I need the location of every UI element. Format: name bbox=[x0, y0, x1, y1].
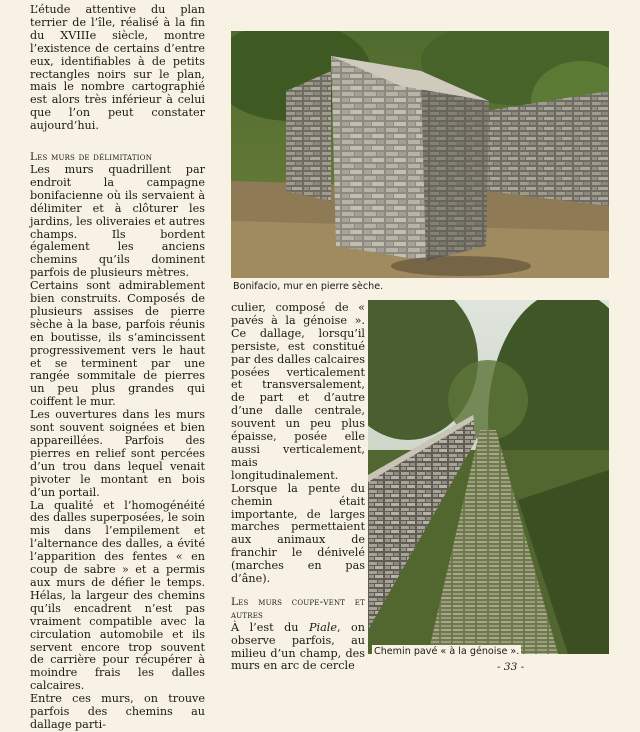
place-name-piale: Piale bbox=[309, 620, 337, 634]
paragraph-3: Les ouvertures dans les murs sont souvent soignées et bien appareillées. Parfois des pierres en relief sont percées d’un trou dans lequel venait pivoter le montant en bois d’un portail. bbox=[30, 408, 205, 499]
paragraph-4: La qualité et l’homogénéité des dalles superposées, le soin mis dans l’empilement et l’alternance des dalles, a évité l’apparition des fentes « en coup de sabre » et a permis aux murs de défier le temps. Hélas, la largeur des chemins qu’ils encadrent n’est pas vraiment compatible avec la circulation automobile et ils servent encore trop souvent de carrière pour récupérer à moindre frais les dalles calcaires. bbox=[30, 498, 205, 693]
left-column bbox=[30, 4, 205, 732]
page-number: - 33 - bbox=[497, 661, 525, 673]
middle-column bbox=[231, 302, 365, 673]
paragraph-6-prefix: À l’est du bbox=[231, 620, 309, 634]
caption-photo-1: Bonifacio, mur en pierre sèche. bbox=[233, 281, 384, 292]
photo-dry-stone-wall bbox=[231, 31, 609, 278]
paragraph-6 bbox=[231, 622, 365, 674]
photo-paved-path bbox=[368, 300, 609, 654]
section-heading-windbreak: Les murs coupe-vent et autres bbox=[231, 595, 365, 621]
paragraph-6-suffix: , on observe parfois, au milieu d’un champ, des murs en arc de cercle bbox=[231, 620, 365, 673]
paragraph-2: Certains sont admirablement bien construits. Composés de plusieurs assises de pierre sèche à la base, parfois réunis en boutisse, ils s’amincissent progressivement vers le haut et se terminent par une rangée sommitale de pierres un peu plus grandes qui coiffent le mur. bbox=[30, 279, 205, 409]
intro-paragraph: L’étude attentive du plan terrier de l’île, réalisé à la fin du XVIIIe siècle, montre l’existence de certains d’entre eux, identifiables à de petits rectangles noirs sur le plan, mais le nombre cartographié est alors très inférieur à celui que l’on peut constater aujourd’hui. bbox=[30, 3, 205, 133]
dry-stone-wall-image bbox=[231, 31, 609, 278]
paragraph-1: Les murs quadrillent par endroit la campagne bonifacienne où ils servaient à délimiter et à clôturer les jardins, les oliveraies et autres champs. Ils bordent également les anciens chemins qu’ils dominent parfois de plusieurs mètres. bbox=[30, 162, 205, 280]
caption-photo-2: Chemin pavé « à la génoise ». bbox=[374, 646, 520, 657]
paved-path-image bbox=[368, 300, 609, 654]
paragraph-5: Entre ces murs, on trouve parfois des chemins au dallage parti- bbox=[30, 692, 205, 731]
paragraph-5-continued: culier, composé de « pavés à la génoise ». Ce dallage, lorsqu’il persiste, est constitué par des dalles calcaires posées verticalement et transversalement, de part et d’autre d’une dalle centrale, souvent un peu plus épaisse, posée elle aussi verticalement, mais longitudinalement. Lorsque la pente du chemin était importante, de larges marches permettaient aux animaux de franchir le dénivelé (marches en pas d’âne). bbox=[231, 301, 365, 586]
section-heading-delimitation: Les murs de délimitation bbox=[30, 151, 153, 164]
